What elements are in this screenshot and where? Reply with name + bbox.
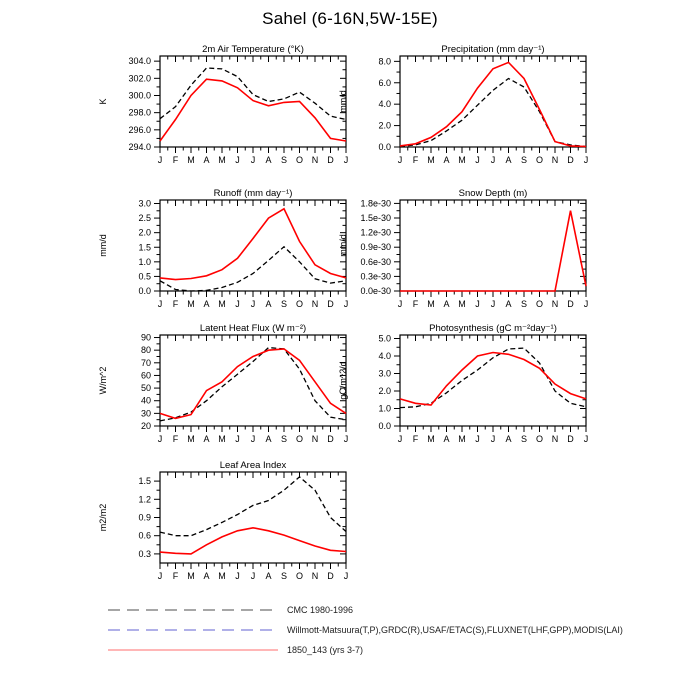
chart-title: Leaf Area Index: [219, 460, 287, 471]
x-tick-label: M: [218, 571, 226, 581]
series-model-line: [400, 353, 586, 406]
series-obs-line: [160, 68, 346, 120]
x-tick-label: S: [520, 434, 528, 444]
chart-leaf-area-index-plot: [94, 458, 358, 608]
tick-marks: [394, 56, 586, 153]
y-tick-label: 1.2e-30: [360, 227, 391, 238]
x-tick-label: A: [443, 299, 450, 309]
plot-frame: [160, 335, 346, 426]
x-tick-label: O: [535, 434, 544, 444]
y-tick-label: 3.0: [378, 368, 391, 379]
x-tick-label: J: [583, 299, 589, 309]
y-tick-label: 8.0: [378, 56, 391, 67]
y-tick-label: 304.0: [128, 56, 151, 67]
x-tick-label: J: [235, 155, 240, 165]
y-tick-label: 0.6: [138, 530, 151, 541]
y-tick-label: 1.5e-30: [360, 213, 391, 224]
x-tick-label: S: [280, 571, 288, 581]
x-tick-label: O: [535, 155, 544, 165]
y-tick-label: 0.3e-30: [360, 271, 391, 282]
chart-precipitation-plot: [334, 42, 598, 192]
x-tick-label: J: [157, 299, 163, 309]
x-tick-label: F: [412, 155, 419, 165]
x-tick-label: S: [280, 434, 288, 444]
x-tick-label: A: [443, 155, 450, 165]
series-obs-line: [400, 79, 586, 147]
y-tick-label: 0.0: [378, 421, 391, 431]
series-model-line: [160, 528, 346, 554]
y-tick-label: 90: [140, 332, 151, 343]
x-tick-label: N: [311, 299, 319, 309]
series-obs-line: [160, 247, 346, 291]
x-tick-label: A: [203, 155, 210, 165]
x-tick-label: M: [458, 434, 466, 444]
plot-frame: [400, 335, 586, 426]
legend-row-obs: [108, 620, 623, 640]
x-tick-label: A: [203, 299, 210, 309]
y-tick-label: 1.0: [378, 403, 391, 414]
y-tick-label: 0.0: [138, 286, 151, 296]
y-tick-label: 5.0: [378, 333, 391, 344]
x-tick-label: J: [475, 299, 480, 309]
y-axis-label: mm/d: [338, 90, 348, 113]
x-tick-label: J: [250, 434, 256, 444]
y-tick-label: 302.0: [128, 73, 151, 84]
y-tick-label: 80: [140, 345, 151, 356]
chart-leaf-area-index: [94, 458, 358, 608]
x-tick-label: J: [490, 155, 496, 165]
x-tick-label: J: [250, 299, 256, 309]
x-tick-label: M: [187, 571, 195, 581]
y-tick-label: 1.8e-30: [360, 198, 391, 209]
x-tick-label: D: [327, 299, 334, 309]
x-tick-label: A: [203, 571, 210, 581]
x-tick-label: N: [551, 434, 559, 444]
legend-label-cmc: CMC 1980-1996: [287, 605, 354, 615]
x-tick-label: J: [157, 155, 163, 165]
y-tick-label: 2.0: [378, 120, 391, 131]
y-axis-label: mm/d: [338, 234, 348, 257]
x-tick-label: J: [397, 155, 403, 165]
y-tick-label: 2.0: [378, 386, 391, 396]
y-tick-label: 1.0: [138, 256, 151, 267]
x-tick-label: M: [187, 299, 195, 309]
x-tick-label: J: [235, 434, 240, 444]
y-tick-label: 0.0e-30: [360, 286, 391, 296]
x-tick-label: J: [235, 299, 240, 309]
y-tick-label: 30: [140, 408, 151, 419]
x-tick-label: D: [567, 434, 574, 444]
x-tick-label: O: [295, 434, 304, 444]
x-tick-label: F: [172, 155, 179, 165]
plot-frame: [160, 200, 346, 291]
x-tick-label: J: [157, 434, 163, 444]
legend-label-obs: Willmott-Matsuura(T,P),GRDC(R),USAF/ETAC(S),FLUXNET(LHF,GPP),MODIS(LAI): [287, 625, 623, 635]
x-tick-label: M: [458, 299, 466, 309]
x-tick-label: S: [280, 155, 288, 165]
x-tick-label: J: [475, 434, 480, 444]
chart-air-temperature-plot: [94, 42, 358, 192]
x-tick-label: S: [520, 299, 528, 309]
y-tick-label: 0.9: [138, 512, 151, 523]
x-tick-label: O: [295, 571, 304, 581]
x-tick-label: F: [412, 434, 419, 444]
y-tick-label: 6.0: [378, 77, 391, 88]
y-tick-label: 298.0: [128, 107, 151, 118]
series-obs-line: [160, 477, 346, 536]
x-tick-label: S: [520, 155, 528, 165]
y-tick-label: 70: [140, 357, 151, 368]
tick-marks: [154, 472, 346, 569]
chart-runoff-plot: [94, 186, 358, 336]
chart-snow-depth: [334, 186, 598, 336]
x-tick-label: F: [172, 299, 179, 309]
x-tick-label: A: [265, 434, 272, 444]
x-tick-label: J: [397, 434, 403, 444]
y-tick-label: 2.5: [138, 213, 151, 224]
y-tick-label: 4.0: [378, 351, 391, 361]
y-tick-label: 60: [140, 370, 151, 381]
chart-title: Runoff (mm day⁻¹): [213, 188, 293, 199]
y-tick-label: 50: [140, 383, 151, 394]
y-axis-label: W/m^2: [98, 366, 108, 395]
x-tick-label: O: [535, 299, 544, 309]
x-tick-label: A: [443, 434, 450, 444]
y-tick-label: 1.5: [138, 476, 151, 487]
x-tick-label: J: [343, 155, 349, 165]
x-tick-label: M: [427, 155, 435, 165]
y-tick-label: 2.0: [138, 227, 151, 238]
series-obs-line: [160, 348, 346, 421]
x-tick-label: F: [172, 571, 179, 581]
figure-title: Sahel (6-16N,5W-15E): [262, 9, 438, 28]
chart-title: Latent Heat Flux (W m⁻²): [199, 323, 307, 334]
y-tick-label: 0.9e-30: [360, 242, 391, 253]
x-tick-label: M: [218, 434, 226, 444]
x-tick-label: M: [458, 155, 466, 165]
x-tick-label: S: [280, 299, 288, 309]
x-tick-label: J: [250, 155, 256, 165]
x-tick-label: N: [311, 571, 319, 581]
x-tick-label: J: [250, 571, 256, 581]
y-tick-label: 294.0: [128, 142, 151, 152]
legend: [108, 600, 623, 660]
x-tick-label: M: [218, 155, 226, 165]
x-tick-label: J: [343, 571, 349, 581]
x-tick-label: A: [505, 299, 512, 309]
legend-row-cmc: [108, 600, 623, 620]
chart-photosynthesis: [334, 321, 598, 471]
x-tick-label: N: [551, 299, 559, 309]
y-tick-label: 0.6e-30: [360, 256, 391, 267]
legend-row-model: [108, 640, 623, 660]
y-tick-label: 1.2: [138, 494, 151, 505]
x-tick-label: F: [172, 434, 179, 444]
chart-precipitation: [334, 42, 598, 192]
chart-runoff: [94, 186, 358, 336]
x-tick-label: N: [311, 155, 319, 165]
legend-line-cmc-dashed: [108, 607, 278, 613]
x-tick-label: O: [295, 155, 304, 165]
chart-latent-heat-flux: [94, 321, 358, 471]
y-axis-label: mm/d: [98, 234, 108, 257]
x-tick-label: J: [235, 571, 240, 581]
y-axis-label: K: [98, 98, 108, 105]
x-tick-label: N: [551, 155, 559, 165]
y-tick-label: 0.0: [378, 142, 391, 152]
x-tick-label: J: [583, 155, 589, 165]
series-model-line: [400, 62, 586, 146]
legend-line-obs-dashed: [108, 627, 278, 633]
chart-snow-depth-plot: [334, 186, 598, 336]
x-tick-label: A: [203, 434, 210, 444]
y-tick-label: 3.0: [138, 198, 151, 209]
series-obs-line: [400, 348, 586, 408]
y-tick-label: 296.0: [128, 124, 151, 135]
tick-marks: [394, 335, 586, 432]
x-tick-label: J: [343, 434, 349, 444]
x-tick-label: M: [427, 434, 435, 444]
legend-label-model: 1850_143 (yrs 3-7): [287, 645, 364, 655]
tick-marks: [154, 200, 346, 297]
x-tick-label: J: [475, 155, 480, 165]
x-tick-label: M: [218, 299, 226, 309]
x-tick-label: D: [567, 155, 574, 165]
x-tick-label: J: [343, 299, 349, 309]
x-tick-label: J: [583, 434, 589, 444]
x-tick-label: M: [187, 434, 195, 444]
x-tick-label: M: [427, 299, 435, 309]
chart-photosynthesis-plot: [334, 321, 598, 471]
chart-title: Snow Depth (m): [458, 188, 528, 199]
chart-latent-heat-flux-plot: [94, 321, 358, 471]
x-tick-label: D: [567, 299, 574, 309]
tick-marks: [154, 56, 346, 153]
y-tick-label: 4.0: [378, 99, 391, 110]
legend-line-model-solid: [108, 647, 278, 653]
y-tick-label: 20: [140, 421, 151, 431]
x-tick-label: J: [157, 571, 163, 581]
y-axis-label: m2/m2: [98, 503, 108, 532]
x-tick-label: A: [505, 434, 512, 444]
y-tick-label: 40: [140, 395, 151, 406]
x-tick-label: D: [327, 434, 334, 444]
x-tick-label: A: [265, 571, 272, 581]
y-tick-label: 1.5: [138, 242, 151, 253]
x-tick-label: J: [490, 299, 496, 309]
y-tick-label: 0.5: [138, 271, 151, 282]
x-tick-label: M: [187, 155, 195, 165]
x-tick-label: J: [490, 434, 496, 444]
chart-title: Photosynthesis (gC m⁻²day⁻¹): [429, 323, 557, 334]
series-model-line: [400, 211, 586, 291]
x-tick-label: J: [397, 299, 403, 309]
x-tick-label: N: [311, 434, 319, 444]
y-tick-label: 300.0: [128, 90, 151, 101]
x-tick-label: F: [412, 299, 419, 309]
y-axis-label: gC/m^2/d: [338, 361, 348, 400]
x-tick-label: D: [327, 155, 334, 165]
series-model-line: [160, 209, 346, 280]
series-model-line: [160, 349, 346, 419]
y-tick-label: 0.3: [138, 548, 151, 559]
x-tick-label: A: [265, 155, 272, 165]
plot-frame: [160, 472, 346, 563]
x-tick-label: O: [295, 299, 304, 309]
chart-title: 2m Air Temperature (°K): [202, 44, 304, 55]
x-tick-label: A: [505, 155, 512, 165]
chart-title: Precipitation (mm day⁻¹): [441, 44, 545, 55]
x-tick-label: D: [327, 571, 334, 581]
chart-air-temperature: [94, 42, 358, 192]
x-tick-label: A: [265, 299, 272, 309]
